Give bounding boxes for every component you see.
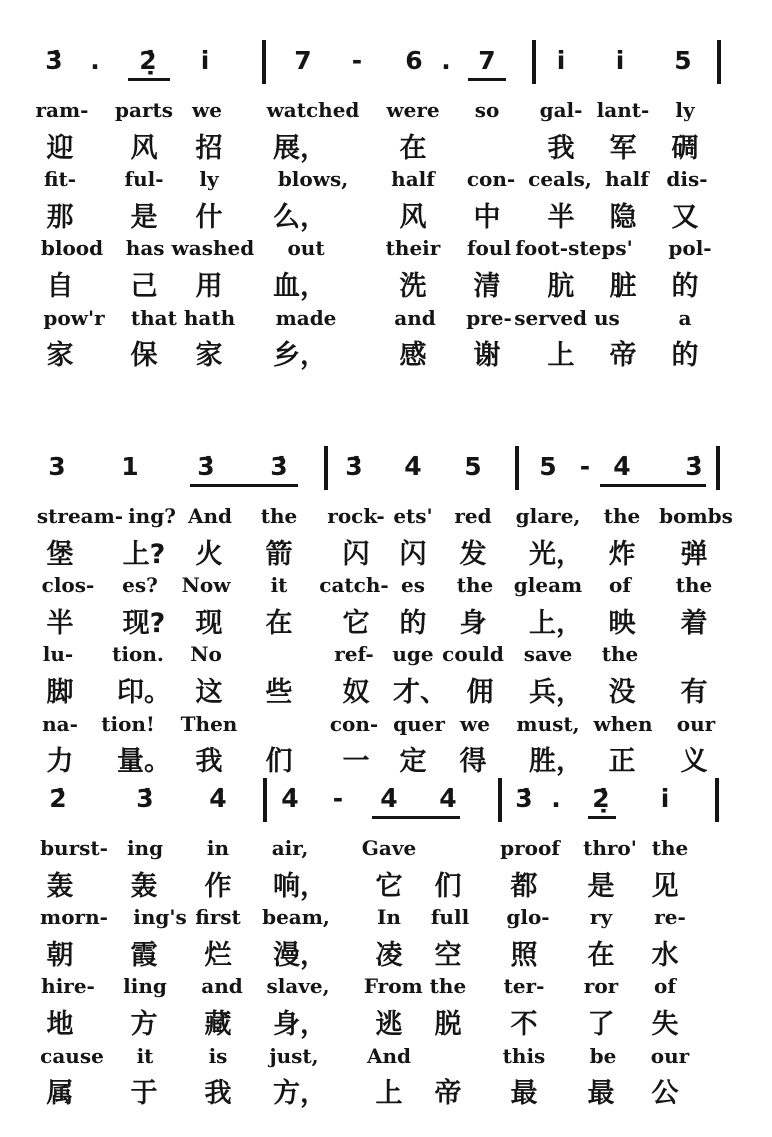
lyric-syllable: 箭 (265, 538, 293, 570)
lyric-syllable: foul (466, 236, 512, 261)
lyric-syllable: 家 (46, 340, 74, 372)
lyric-syllable: this (502, 1043, 546, 1068)
lyric-syllable: From the (363, 974, 467, 999)
note: 3̇ (515, 784, 533, 813)
lyric-syllable: 最 (587, 1078, 615, 1110)
lyric-syllable: 又 (671, 201, 699, 233)
lyric-syllable: 感 (399, 340, 427, 372)
lyric-syllable: 不 (510, 1009, 538, 1040)
lyric-syllable: is (208, 1043, 228, 1068)
lyric-syllable: 闪 (342, 538, 370, 570)
note: 6 (405, 46, 423, 75)
lyric-syllable: clos- (41, 573, 95, 598)
lyric-syllable: Gave (361, 836, 417, 860)
note: 2̣̇ (139, 46, 157, 75)
lyric-syllable: 地 (46, 1009, 74, 1040)
lyric-syllable: 现 (195, 607, 223, 639)
lyric-syllable: 的 (399, 607, 427, 639)
note: i (615, 46, 625, 75)
lyric-syllable: Now (181, 573, 231, 598)
note: 3̇ (136, 784, 154, 813)
lyric-syllable: es? (122, 573, 158, 598)
barline (532, 40, 536, 84)
lyric-syllable: 映 (608, 607, 636, 639)
lyric-syllable: 迎 (46, 132, 74, 164)
lyric-syllable: catch- (319, 573, 389, 598)
lyric-syllable: gal- (539, 98, 583, 122)
lyric-syllable: 上 (375, 1078, 403, 1110)
note: - (351, 46, 363, 75)
lyric-syllable: 这 (195, 677, 223, 708)
lyric-syllable: 朝 (46, 939, 74, 971)
lyric-syllable: 自 (46, 271, 74, 302)
lyric-syllable: the (260, 504, 298, 528)
lyric-syllable: ing's (133, 905, 187, 930)
lyric-syllable: we (192, 98, 222, 122)
lyric-syllable: watched (266, 98, 360, 122)
lyric-syllable: 义 (680, 746, 708, 778)
lyric-syllable: 隐 (609, 201, 637, 233)
lyric-syllable: 兵， (529, 677, 583, 708)
lyric-syllable: when (593, 711, 653, 736)
lyric-syllable: 失 (651, 1009, 679, 1040)
lyric-syllable: 们 (434, 870, 462, 902)
lyric-syllable: And (187, 504, 233, 528)
lyric-syllable: 轰 (46, 870, 74, 902)
lyric-syllable: red (454, 504, 492, 528)
note: 3̇ (685, 452, 703, 481)
lyric-syllable: 上， (529, 607, 583, 639)
lyric-syllable: 用 (195, 271, 223, 302)
note: 5 (464, 452, 482, 481)
lyric-syllable: fit- (43, 167, 77, 192)
lyric-syllable: hire- (41, 974, 95, 999)
lyric-syllable: 们 (265, 746, 293, 778)
lyric-syllable: 是 (587, 870, 615, 902)
lyric-syllable: out (287, 236, 325, 261)
lyric-syllable: 血， (273, 271, 327, 302)
lyric-syllable: 中 (473, 201, 501, 233)
lyric-syllable: served us (514, 305, 620, 330)
lyric-syllable: 风 (399, 201, 427, 233)
lyric-syllable: 帝 (609, 340, 637, 372)
lyric-syllable: In (377, 905, 401, 930)
lyric-syllable: quer (393, 711, 445, 736)
lyric-syllable: 了 (587, 1009, 615, 1040)
lyric-syllable: be (589, 1043, 617, 1068)
lyric-syllable: ing? (128, 504, 176, 528)
lyric-syllable: glo- (506, 905, 550, 930)
lyric-syllable: beam, (262, 905, 330, 930)
lyric-syllable: thro' (583, 836, 637, 860)
lyric-syllable: 着 (680, 607, 708, 639)
lyric-syllable: 空 (434, 939, 462, 971)
lyric-syllable: 我 (195, 746, 223, 778)
lyric-syllable: our (676, 711, 716, 736)
lyric-syllable: 风 (130, 132, 158, 164)
barline (263, 778, 267, 822)
lyric-syllable: 漫， (273, 939, 327, 971)
lyric-syllable: 都 (510, 870, 538, 902)
lyric-syllable: 肮 (547, 271, 575, 302)
lyric-syllable: Then (180, 711, 238, 736)
lyric-syllable: that hath (130, 305, 236, 330)
lyric-syllable: 上? (122, 538, 166, 570)
lyric-syllable: 奴 (342, 677, 370, 708)
barline (262, 40, 266, 84)
note: - (332, 784, 344, 813)
note: 3̇ (345, 452, 363, 481)
lyric-syllable: pol- (668, 236, 712, 261)
beat-underline (190, 484, 298, 487)
lyric-syllable: stream- (36, 504, 124, 528)
lyric-syllable: 量。 (117, 746, 171, 778)
lyric-syllable: es (401, 573, 425, 598)
beat-underline (600, 484, 706, 487)
lyric-syllable: it (136, 1043, 154, 1068)
note: . (90, 46, 100, 75)
lyric-syllable: 脚 (46, 677, 74, 708)
lyric-syllable: burst- (40, 836, 108, 860)
note: 3̇ (45, 46, 63, 75)
note: 3 (48, 452, 66, 481)
lyric-syllable: 凌 (375, 939, 403, 971)
lyric-syllable: 发 (459, 538, 487, 570)
lyric-syllable: 水 (651, 939, 679, 971)
lyric-syllable: slave, (266, 974, 330, 999)
lyric-syllable: 家 (195, 340, 223, 372)
lyric-syllable: ing (126, 836, 164, 860)
lyric-syllable: ling (123, 974, 167, 999)
lyric-syllable: na- (42, 711, 78, 736)
lyric-syllable: we (460, 711, 490, 736)
lyric-syllable: con- (466, 167, 516, 192)
lyric-syllable: cause (40, 1043, 104, 1068)
note: 7 (294, 46, 312, 75)
lyric-syllable: 印。 (117, 677, 171, 708)
lyric-syllable: 正 (608, 746, 636, 778)
lyric-syllable: the (601, 642, 639, 667)
lyric-syllable: 逃 (375, 1009, 403, 1040)
lyric-syllable: were (386, 98, 440, 122)
lyric-syllable: 么， (273, 201, 327, 233)
note: 2̇ (49, 784, 67, 813)
lyric-syllable: 些 (265, 677, 293, 708)
lyric-syllable: 炸 (608, 538, 636, 570)
note: 5 (539, 452, 557, 481)
lyric-syllable: their (385, 236, 441, 261)
lyric-syllable: con- (329, 711, 379, 736)
lyric-syllable: 最 (510, 1078, 538, 1110)
lyric-syllable: 己 (130, 271, 158, 302)
beat-underline (372, 816, 460, 819)
lyric-syllable: 响， (273, 870, 327, 902)
lyric-syllable: 烂 (204, 939, 232, 971)
lyric-syllable: ly (199, 167, 219, 192)
lyric-syllable: 弹 (680, 538, 708, 570)
lyric-syllable: must, (516, 711, 580, 736)
note: 3̇ (270, 452, 288, 481)
lyric-syllable: 半 (46, 607, 74, 639)
note: 5 (674, 46, 692, 75)
lyric-syllable: 于 (130, 1078, 158, 1110)
lyric-syllable: 现? (122, 607, 166, 639)
barline (715, 778, 719, 822)
lyric-syllable: of (654, 974, 676, 999)
lyric-syllable: ref- (334, 642, 374, 667)
lyric-syllable: blows, (277, 167, 349, 192)
lyric-syllable: parts (115, 98, 173, 122)
lyric-syllable: blood (40, 236, 104, 261)
lyric-syllable: 有 (680, 677, 708, 708)
lyric-syllable: glare, (515, 504, 581, 528)
lyric-syllable: gleam (513, 573, 583, 598)
lyric-syllable: proof (500, 836, 560, 860)
lyric-syllable: 在 (265, 607, 293, 639)
lyric-syllable: the (675, 573, 713, 598)
note: 4̇ (281, 784, 299, 813)
note: i (200, 46, 210, 75)
lyric-syllable: 脏 (609, 271, 637, 302)
note: . (441, 46, 451, 75)
lyric-syllable: 在 (587, 939, 615, 971)
lyric-syllable: ly (675, 98, 695, 122)
lyric-syllable: and (201, 974, 243, 999)
beat-underline (588, 816, 616, 819)
lyric-syllable: 光， (529, 538, 583, 570)
note: 4̇ (439, 784, 457, 813)
lyric-syllable: 照 (510, 939, 538, 971)
barline (716, 446, 720, 490)
lyric-syllable: air, (271, 836, 309, 860)
lyric-syllable: pow'r (43, 305, 105, 330)
lyric-syllable: 帝 (434, 1078, 462, 1110)
lyric-syllable: ful- (124, 167, 164, 192)
note: i (556, 46, 566, 75)
lyric-syllable: 的 (671, 271, 699, 302)
lyric-syllable: 身， (273, 1009, 327, 1040)
lyric-syllable: 它 (342, 607, 370, 639)
lyric-syllable: of (609, 573, 631, 598)
lyric-syllable: 得 (459, 746, 487, 778)
lyric-syllable: the (651, 836, 689, 860)
lyric-syllable: 定 (399, 746, 427, 778)
barline (324, 446, 328, 490)
lyric-syllable: 什 (195, 201, 223, 233)
lyric-syllable: ram- (35, 98, 89, 122)
lyric-syllable: in (206, 836, 230, 860)
lyric-syllable: lu- (42, 642, 74, 667)
lyric-syllable: 藏 (204, 1009, 232, 1040)
lyric-syllable: ter- (503, 974, 545, 999)
note: . (551, 784, 561, 813)
lyric-syllable: No (190, 642, 222, 667)
lyric-syllable: half (605, 167, 649, 192)
lyric-syllable: tion! (101, 711, 155, 736)
lyric-syllable: And (366, 1043, 412, 1068)
lyric-syllable: 谢 (473, 340, 501, 372)
lyric-syllable: 在 (399, 132, 427, 164)
lyric-syllable: it (270, 573, 288, 598)
note: 2̣̇ (592, 784, 610, 813)
lyric-syllable: uge (392, 642, 434, 667)
lyric-syllable: 闪 (399, 538, 427, 570)
lyric-syllable: 脱 (434, 1009, 462, 1040)
lyric-syllable: bombs (659, 504, 733, 528)
note: i (660, 784, 670, 813)
lyric-syllable: 一 (342, 746, 370, 778)
lyric-syllable: 招 (195, 132, 223, 164)
lyric-syllable: 上 (547, 340, 575, 372)
lyric-syllable: 是 (130, 201, 158, 233)
lyric-syllable: save (523, 642, 573, 667)
barline (717, 40, 721, 84)
lyric-syllable: 我 (547, 132, 575, 164)
lyric-syllable: 它 (375, 870, 403, 902)
lyric-syllable: half (391, 167, 435, 192)
note: - (579, 452, 591, 481)
lyric-syllable: 才、 (393, 677, 447, 708)
lyric-syllable: lant- (596, 98, 650, 122)
lyric-syllable: morn- (40, 905, 108, 930)
lyric-syllable: and (394, 305, 436, 330)
lyric-syllable: 那 (46, 201, 74, 233)
lyric-syllable: 我 (204, 1078, 232, 1110)
lyric-syllable: the (456, 573, 494, 598)
note: 4̇ (404, 452, 422, 481)
lyric-syllable: just, (269, 1043, 319, 1068)
lyric-syllable: 没 (608, 677, 636, 708)
lyric-syllable: foot-steps' (515, 236, 633, 261)
lyric-syllable: dis- (666, 167, 708, 192)
lyric-syllable: 力 (46, 746, 74, 778)
lyric-syllable: 见 (651, 870, 679, 902)
lyric-syllable: first (195, 905, 241, 930)
lyric-syllable: 方， (273, 1078, 327, 1110)
lyric-syllable: 作 (204, 870, 232, 902)
lyric-syllable: full (430, 905, 470, 930)
lyric-syllable: our (650, 1043, 690, 1068)
lyric-syllable: 方 (130, 1009, 158, 1040)
lyric-syllable: pre- (466, 305, 512, 330)
lyric-syllable: re- (654, 905, 686, 930)
beat-underline (128, 78, 170, 81)
lyric-syllable: made (275, 305, 337, 330)
lyric-syllable: 碉 (671, 132, 699, 164)
lyric-syllable: a (678, 305, 692, 330)
lyric-syllable: 保 (130, 340, 158, 372)
lyric-syllable: ets' (393, 504, 433, 528)
lyric-syllable: 洗 (399, 271, 427, 302)
note: 3̇ (197, 452, 215, 481)
note: 7 (478, 46, 496, 75)
lyric-syllable: 身 (459, 607, 487, 639)
lyric-syllable: so (474, 98, 500, 122)
lyric-syllable: 属 (46, 1078, 74, 1110)
lyric-syllable: 清 (473, 271, 501, 302)
note: 4̇ (209, 784, 227, 813)
lyric-syllable: 军 (609, 132, 637, 164)
lyric-syllable: ceals, (528, 167, 592, 192)
lyric-syllable: has washed (125, 236, 255, 261)
lyric-syllable: 胜， (529, 746, 583, 778)
lyric-syllable: 轰 (130, 870, 158, 902)
note: 4̇ (380, 784, 398, 813)
lyric-syllable: 展， (273, 132, 327, 164)
lyric-syllable: 乡， (273, 340, 327, 372)
lyric-syllable: 佣 (466, 677, 494, 708)
barline (498, 778, 502, 822)
lyric-syllable: 的 (671, 340, 699, 372)
lyric-syllable: ry (589, 905, 613, 930)
lyric-syllable: ror (583, 974, 619, 999)
lyric-syllable: tion. (112, 642, 164, 667)
note: 1 (121, 452, 139, 481)
note: 4̇ (613, 452, 631, 481)
beat-underline (468, 78, 506, 81)
lyric-syllable: 堡 (46, 538, 74, 570)
lyric-syllable: 火 (195, 538, 223, 570)
lyric-syllable: 公 (651, 1078, 679, 1110)
lyric-syllable: the (603, 504, 641, 528)
lyric-syllable: 半 (547, 201, 575, 233)
lyric-syllable: rock- (327, 504, 385, 528)
lyric-syllable: could (442, 642, 504, 667)
barline (515, 446, 519, 490)
lyric-syllable: 霞 (130, 939, 158, 971)
